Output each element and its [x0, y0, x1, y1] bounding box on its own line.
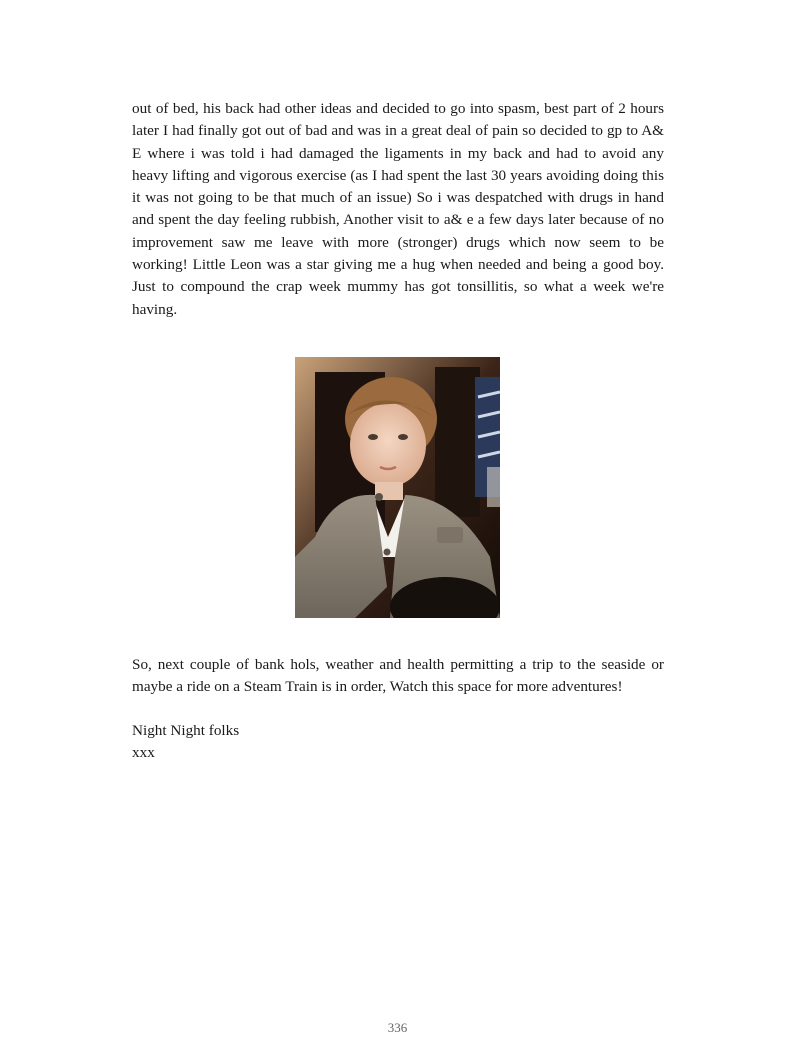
- body-paragraph-1: out of bed, his back had other ideas and decided to go into spasm, best part of 2 hours later I had finally got out of bad and was in a great deal of pain so decided to gp to A& E where i was told i had damaged the ligaments in my back and had to avoid any heavy lifting and vigorous exercise (as I had spent the last 30 years avoiding doing this it was not going to be that much of an issue) So i was despatched with drugs in hand and spent the day feeling rubbish, Another visit to a& e a few days later because of no improvement saw me leave with more (stronger) drugs which now seem to be working! Little Leon was a star giving me a hug when needed and being a good boy. Just to compound the crap week mummy has got tonsillitis, so what a week we're having.: [132, 100, 664, 318]
- kisses-line: xxx: [132, 744, 155, 761]
- sign-off-line: Night Night folks: [132, 722, 240, 739]
- page-number: 336: [387, 1020, 408, 1035]
- boy-photo: [295, 357, 500, 618]
- body-paragraph-2: So, next couple of bank hols, weather and health permitting a trip to the seaside or maybe a ride on a Steam Train is in order, Watch this space for more adventures!: [132, 656, 664, 696]
